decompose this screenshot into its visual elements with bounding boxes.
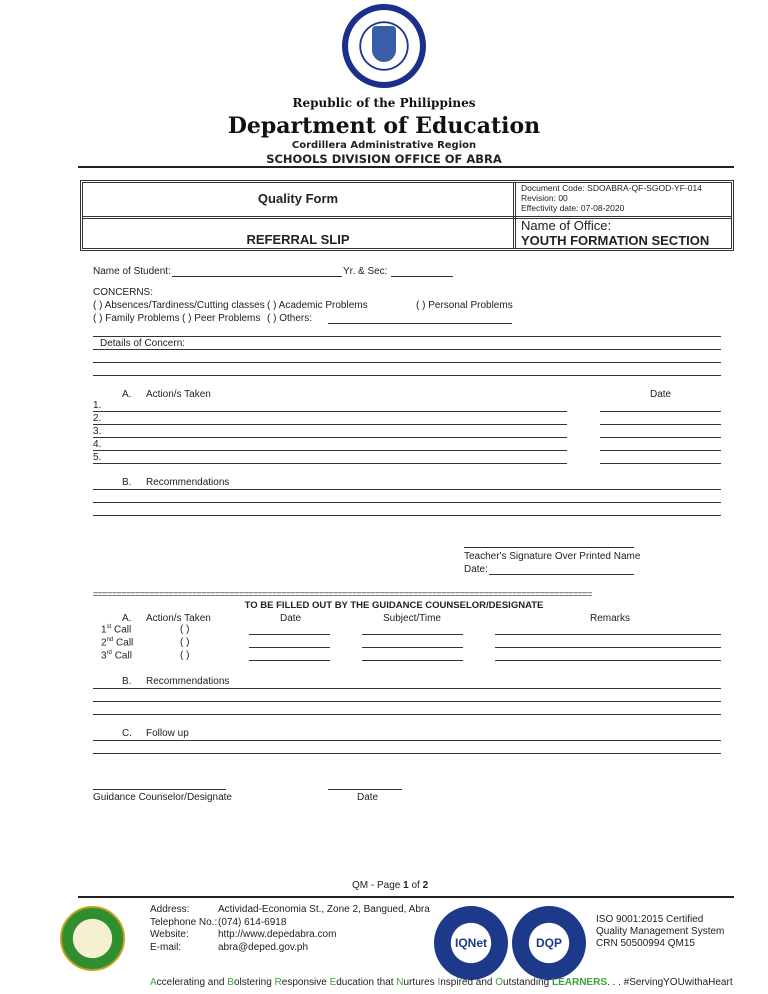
separator: ========================================================================================================== <box>93 589 592 599</box>
student-name-label: Name of Student: <box>93 266 171 277</box>
yr-sec-field[interactable] <box>391 276 453 277</box>
action-date-line[interactable] <box>600 411 721 412</box>
details-line[interactable] <box>93 362 721 363</box>
call-checkbox[interactable]: ( ) <box>180 637 190 648</box>
tagline-word: Responsive <box>274 977 330 988</box>
counselor-date-header: Date <box>280 613 302 624</box>
form-header-box <box>80 180 734 251</box>
call-subject-line[interactable] <box>362 647 463 648</box>
section-b-letter: B. <box>122 477 132 488</box>
recommendation-line[interactable] <box>93 515 721 516</box>
call-label: 3rd Call <box>101 650 132 662</box>
website-link: http://www.depedabra.com <box>218 929 337 940</box>
iso-info: ISO 9001:2015 Certified Quality Management System CRN 50500994 QM15 <box>596 914 725 949</box>
counselor-signature-field[interactable] <box>93 789 226 790</box>
counselor-recommendation-line[interactable] <box>93 688 721 689</box>
action-date-line[interactable] <box>600 450 721 451</box>
quality-form-label: Quality Form <box>257 191 339 206</box>
action-date-line[interactable] <box>600 437 721 438</box>
dqp-cert-logo: DQP <box>512 906 586 980</box>
counselor-recommendation-line[interactable] <box>93 701 721 702</box>
action-line[interactable] <box>93 424 567 425</box>
region-heading: Cordillera Administrative Region <box>291 140 477 151</box>
yr-sec-label: Yr. & Sec: <box>343 266 388 277</box>
call-subject-line[interactable] <box>362 660 463 661</box>
concern-academic[interactable]: ( ) Academic Problems <box>267 300 368 311</box>
counselor-date-field[interactable] <box>328 789 402 790</box>
tagline: Accelerating and Bolstering Responsive Education that Nurtures Inspired and Outstanding LEARNERS. . . #ServingYOUwithaHeart <box>150 977 733 988</box>
followup-label: Follow up <box>146 728 189 739</box>
counselor-section-title: TO BE FILLED OUT BY THE GUIDANCE COUNSELOR/DESIGNATE <box>244 600 544 611</box>
page-indicator: QM - Page 1 of 2 <box>352 880 429 891</box>
details-line[interactable] <box>93 375 721 376</box>
tagline-word: Inspired and <box>437 977 496 988</box>
concern-absences[interactable]: ( ) Absences/Tardiness/Cutting classes <box>93 300 265 311</box>
teacher-date-label: Date: <box>464 564 488 575</box>
call-date-line[interactable] <box>249 647 330 648</box>
action-line[interactable] <box>93 437 567 438</box>
republic-heading: Republic of the Philippines <box>292 96 476 110</box>
followup-line[interactable] <box>93 753 721 754</box>
section-a-letter: A. <box>122 389 132 400</box>
counselor-signature-label: Guidance Counselor/Designate <box>93 792 232 803</box>
office-name: YOUTH FORMATION SECTION <box>521 233 710 248</box>
office-label: Name of Office: <box>521 218 612 233</box>
action-date-line[interactable] <box>600 463 721 464</box>
followup-line[interactable] <box>93 740 721 741</box>
counselor-recommendations-label: Recommendations <box>146 676 230 687</box>
call-date-line[interactable] <box>249 634 330 635</box>
remarks-header: Remarks <box>590 613 631 624</box>
student-name-field[interactable] <box>172 276 342 277</box>
doc-code: Document Code: SDOABRA-QF-SGOD-YF-014 <box>521 183 702 193</box>
call-date-line[interactable] <box>249 660 330 661</box>
action-taken-label: Action/s Taken <box>146 389 211 400</box>
subject-time-header: Subject/Time <box>383 613 441 624</box>
division-seal-logo <box>60 906 125 971</box>
counselor-date-label: Date <box>357 792 379 803</box>
action-number: 4. <box>93 439 102 450</box>
recommendation-line[interactable] <box>93 489 721 490</box>
counselor-a-letter: A. <box>122 613 132 624</box>
tagline-word: Nurtures <box>396 977 438 988</box>
document-info <box>521 183 702 213</box>
action-number: 5. <box>93 452 102 463</box>
counselor-recommendation-line[interactable] <box>93 714 721 715</box>
division-heading: SCHOOLS DIVISION OFFICE OF ABRA <box>266 152 502 166</box>
tagline-word: Outstanding <box>495 977 552 988</box>
counselor-action-label: Action/s Taken <box>146 613 211 624</box>
form-title: REFERRAL SLIP <box>246 232 350 247</box>
contact-labels: Address: Telephone No.: Website: E-mail: <box>150 904 218 953</box>
call-label: 1st Call <box>101 624 132 636</box>
counselor-c-letter: C. <box>122 728 132 739</box>
action-number: 3. <box>93 426 102 437</box>
address: Actividad-Economia St., Zone 2, Bangued, Abra <box>218 904 430 915</box>
action-number: 2. <box>93 413 102 424</box>
tagline-word: Bolstering <box>227 977 275 988</box>
action-number: 1. <box>93 400 102 411</box>
counselor-b-letter: B. <box>122 676 132 687</box>
call-label: 2nd Call <box>101 637 134 649</box>
details-label: Details of Concern: <box>100 338 186 349</box>
deped-seal-logo <box>342 4 426 88</box>
revision: Revision: 00 <box>521 193 568 203</box>
contact-values <box>218 904 430 954</box>
date-header: Date <box>650 389 672 400</box>
phone: (074) 614-6918 <box>218 916 287 928</box>
call-subject-line[interactable] <box>362 634 463 635</box>
recommendations-label: Recommendations <box>146 477 230 488</box>
action-date-line[interactable] <box>600 424 721 425</box>
concern-peer[interactable]: ( ) Peer Problems <box>182 313 261 324</box>
call-checkbox[interactable]: ( ) <box>180 650 190 661</box>
tagline-word: Education that <box>329 977 397 988</box>
call-remarks-line[interactable] <box>495 647 721 648</box>
others-field[interactable] <box>328 323 512 324</box>
concerns-label: CONCERNS: <box>93 287 154 298</box>
call-remarks-line[interactable] <box>495 660 721 661</box>
action-line[interactable] <box>93 450 567 451</box>
teacher-date-field[interactable] <box>489 574 634 575</box>
concern-family[interactable]: ( ) Family Problems <box>93 313 180 324</box>
action-line[interactable] <box>93 463 567 464</box>
effectivity-date: Effectivity date: 07-08-2020 <box>521 203 625 213</box>
teacher-signature-label: Teacher's Signature Over Printed Name <box>464 551 641 562</box>
recommendation-line[interactable] <box>93 502 721 503</box>
email-link: abra@deped.gov.ph <box>218 941 309 953</box>
call-remarks-line[interactable] <box>495 634 721 635</box>
call-checkbox[interactable]: ( ) <box>180 624 190 635</box>
concern-personal[interactable]: ( ) Personal Problems <box>416 300 513 311</box>
teacher-signature-field[interactable] <box>464 547 634 548</box>
department-heading: Department of Education <box>227 113 541 139</box>
tagline-word: Accelerating and <box>150 977 228 988</box>
details-line[interactable] <box>93 349 721 350</box>
iqnet-cert-logo: IQNet <box>434 906 508 980</box>
action-line[interactable] <box>93 411 567 412</box>
concern-others[interactable]: ( ) Others: <box>267 313 313 324</box>
